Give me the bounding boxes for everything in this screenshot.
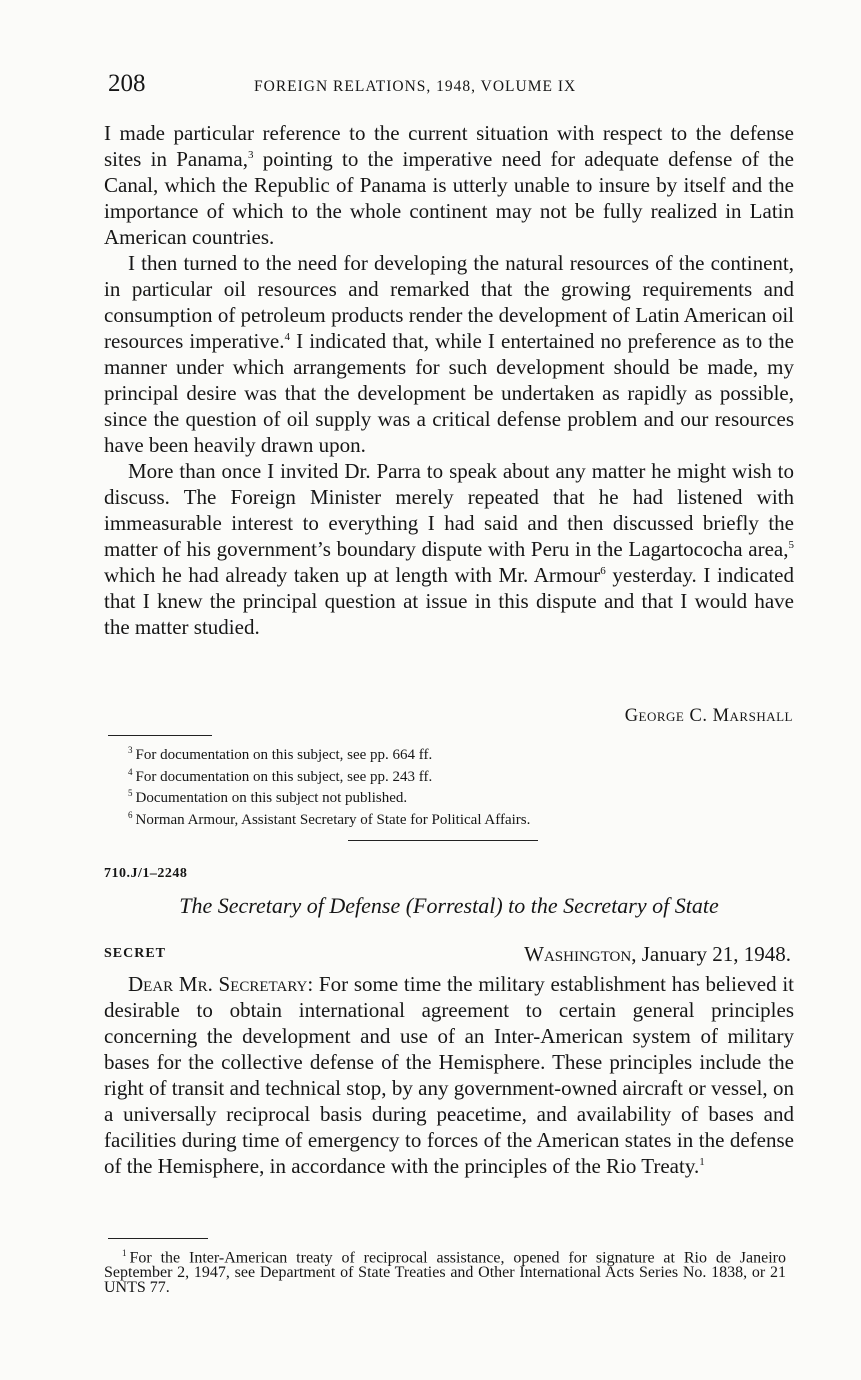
footnote: $^6$ Norman Armour, Assistant Secretary of State for Political Affairs. xyxy=(128,809,531,828)
page-number: 208 xyxy=(108,70,146,97)
running-head: FOREIGN RELATIONS, 1948, VOLUME IX xyxy=(254,78,577,95)
letter-paragraph: Dear Mr. Secretary: For some time the military establishment has believed it desirable to obtain international agreement to certain general principles concerning the development and use of an Inter-American system of military bases for the collective defense of the Hemisphere. These principles include the right of transit and technical stop, by any government-owned aircraft or vessel, on a universally reciprocal basis during peacetime, and availability of bases and facilities during time of emergency to forces of the American states in the defense of the Hemisphere, in accordance with the principles of the Rio Treaty.$^1$ xyxy=(104,972,794,1178)
footnote-ref-3: 3 xyxy=(247,149,254,161)
footnote-ref-6: 6 xyxy=(600,565,606,577)
classification-label: SECRET xyxy=(104,946,167,961)
page-header xyxy=(108,70,798,100)
footnote-ref-4: 4 xyxy=(284,331,290,343)
footnote-rule xyxy=(108,1238,208,1239)
footnote-ref-5: 5 xyxy=(788,539,794,551)
document-title: The Secretary of Defense (Forrestal) to the Secretary of State xyxy=(179,893,719,918)
date: , January 21, 1948. xyxy=(631,942,791,966)
place: Washington xyxy=(524,942,632,966)
paragraph-boundary-dispute: More than once I invited Dr. Parra to speak about any matter he might wish to discuss. The Foreign Minister merely repeated that he had listened with immeasurable interest to everything I had said and then discussed briefly the matter of his government’s boundary dispute with Peru in the Lagartococha area,$^5$ which he had already taken up at length with Mr. Armour$^6$ yesterday. I indicated that I knew the principal question at issue in this dispute and that I would have the matter studied. xyxy=(104,459,794,639)
section-separator xyxy=(348,840,538,841)
paragraph-oil-resources: I then turned to the need for developing the natural resources of the continent, in particular oil resources and remarked that the growing requirements and consumption of petroleum products render the development of Latin American oil resources imperative.$^4$ I indicated that, while I entertained no preference as to the manner under which arrangements for such development should be made, my principal desire was that the development be undertaken as rapidly as possible, since the question of oil supply was a critical defense problem and our resources have been heavily drawn upon. xyxy=(104,251,794,457)
file-number: 710.J/1–2248 xyxy=(104,866,188,881)
paragraph-defense-sites: I made particular reference to the current situation with respect to the defense sites in Panama,$^3$ pointing to the imperative need for adequate defense of the Canal, which the Republic of Panama is utterly unable to insure by itself and the importance of which to the whole continent may not be fully realized in Latin American countries. xyxy=(104,121,794,249)
footnote: $^4$ For documentation on this subject, see pp. 243 ff. xyxy=(128,766,433,785)
salutation: Dear Mr. Secretary xyxy=(128,972,308,996)
footnote-rule xyxy=(108,735,212,736)
letter-footnote: $^1$ For the Inter-American treaty of reciprocal assistance, opened for signature at Rio de Janeiro September 2, 1947, see Department of State Treaties and Other International Acts Series No. 1838, or 21 UNTS 77. xyxy=(104,1248,786,1297)
footnote: $^3$ For documentation on this subject, see pp. 664 ff. xyxy=(128,745,433,763)
top-body-text xyxy=(104,120,794,640)
footnote-ref-1: 1 xyxy=(699,1156,705,1168)
footnotes xyxy=(128,742,788,828)
signature: George C. Marshall xyxy=(624,706,793,726)
dateline xyxy=(524,942,791,967)
footnote: $^5$ Documentation on this subject not published. xyxy=(128,788,408,806)
letter-body xyxy=(104,971,794,1179)
